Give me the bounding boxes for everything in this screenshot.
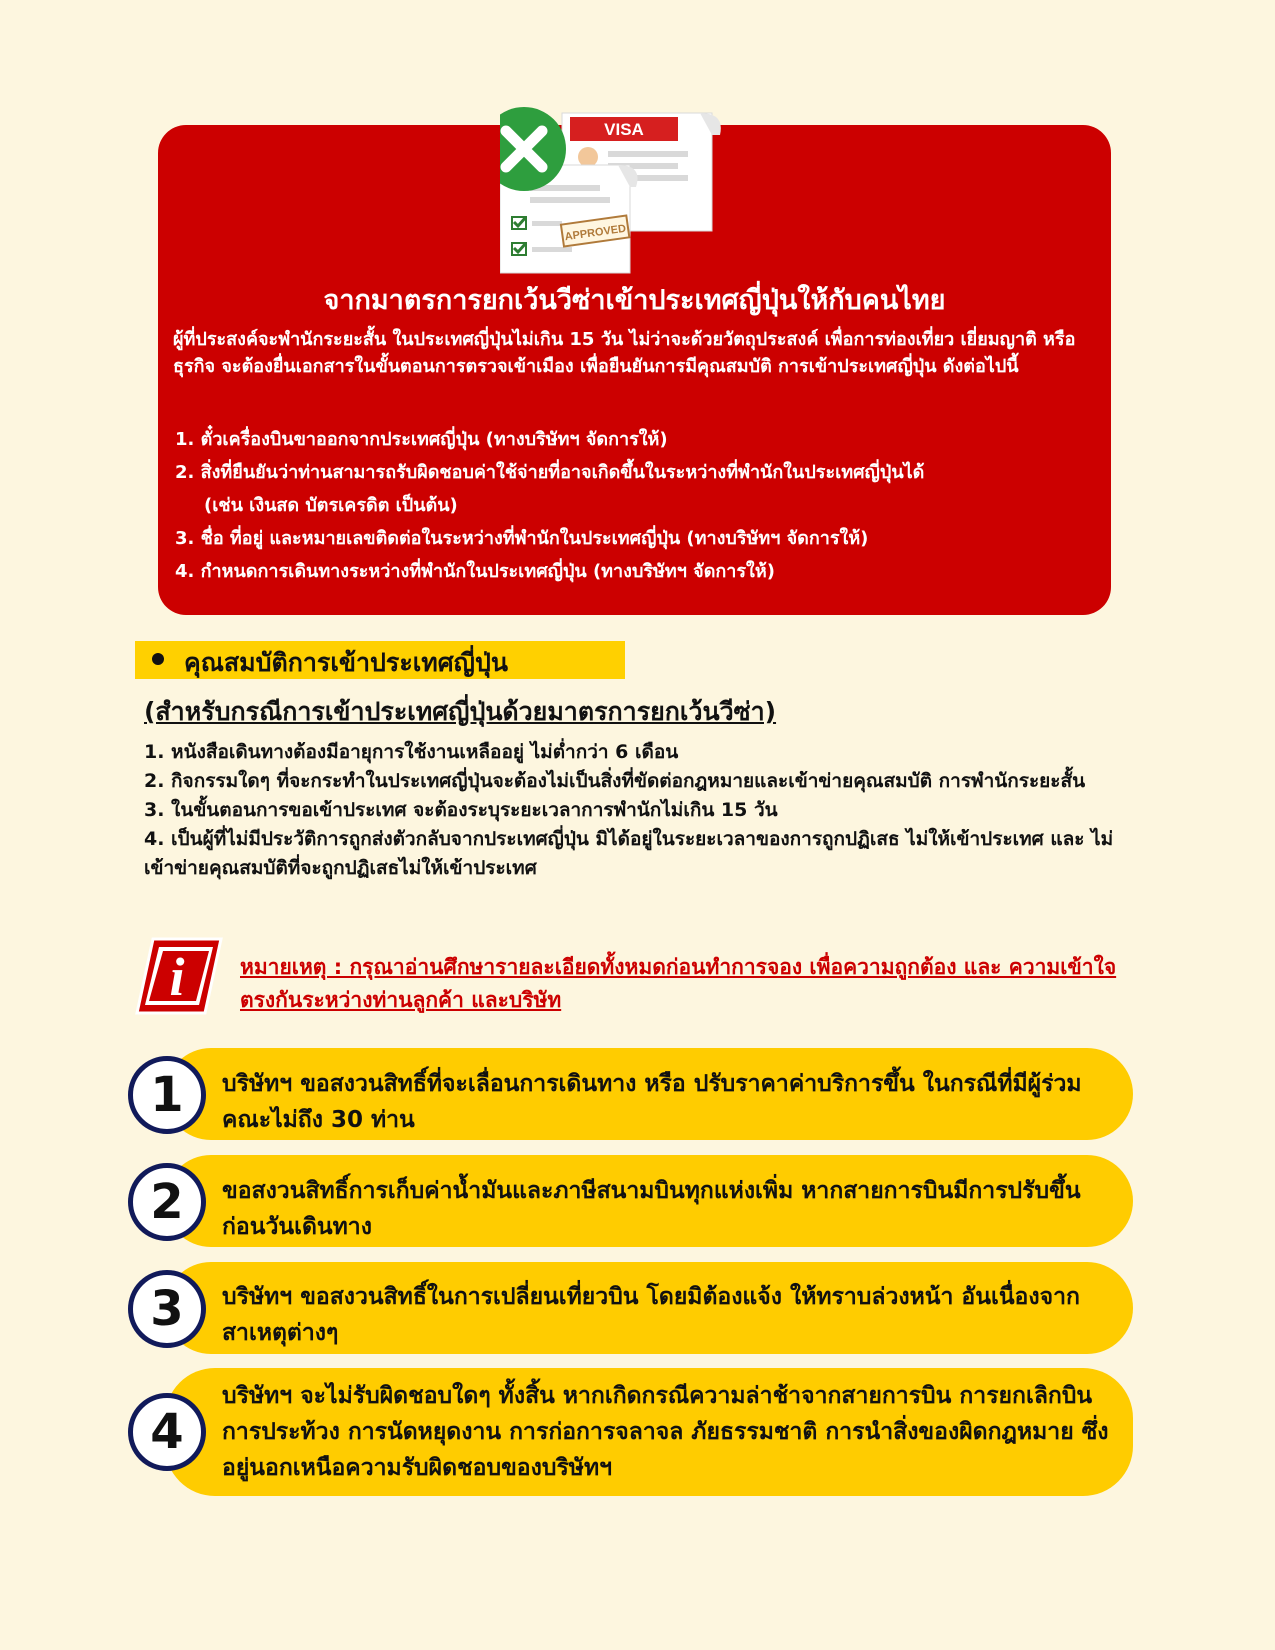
section-title: คุณสมบัติการเข้าประเทศญี่ปุ่น	[184, 648, 508, 677]
section-subtitle: (สำหรับกรณีการเข้าประเทศญี่ปุ่นด้วยมาตรการยกเว้นวีซ่า)	[144, 697, 777, 726]
info-icon	[133, 933, 225, 1019]
entry-documents-list	[175, 426, 1100, 591]
panel-title: จากมาตรการยกเว้นวีซ่าเข้าประเทศญี่ปุ่นให้กับคนไทย	[323, 285, 946, 316]
panel-intro: ผู้ที่ประสงค์จะพำนักระยะสั้น ในประเทศญี่ปุ่นไม่เกิน 15 วัน ไม่ว่าจะด้วยวัตถุประสงค์ เพื่อการท่องเที่ยว เยี่ยมญาติ หรือธุรกิจ จะต้องยื่นเอกสารในขั้นตอนการตรวจเข้าเมือง เพื่อยืนยันการมีคุณสมบัติ การเข้าประเทศญี่ปุ่น ดังต่อไปนี้	[173, 329, 1076, 377]
number-badge: 1	[128, 1056, 206, 1134]
number-badge: 4	[128, 1393, 206, 1471]
booking-note: หมายเหตุ : กรุณาอ่านศึกษารายละเอียดทั้งหมดก่อนทำการจอง เพื่อความถูกต้อง และ ความเข้าใจตรงกันระหว่างท่านลูกค้า และบริษัท	[240, 955, 1117, 1012]
condition-text: บริษัทฯ ขอสงวนสิทธิ์ในการเปลี่ยนเที่ยวบิน โดยมิต้องแจ้ง ให้ทราบล่วงหน้า อันเนื่องจากสาเหตุต่างๆ	[222, 1284, 1080, 1346]
condition-text: บริษัทฯ ขอสงวนสิทธิ์ที่จะเลื่อนการเดินทาง หรือ ปรับราคาค่าบริการขึ้น ในกรณีที่มีผู้ร่วมคณะไม่ถึง 30 ท่าน	[222, 1071, 1082, 1133]
list-item: 4. กำหนดการเดินทางระหว่างที่พำนักในประเทศญี่ปุ่น (ทางบริษัทฯ จัดการให้)	[175, 561, 775, 582]
list-item: 3. ชื่อ ที่อยู่ และหมายเลขติดต่อในระหว่างที่พำนักในประเทศญี่ปุ่น (ทางบริษัทฯ จัดการให้)	[175, 528, 869, 549]
visa-document-icon	[500, 105, 770, 275]
list-item-note: (เช่น เงินสด บัตรเครดิต เป็นต้น)	[204, 495, 458, 516]
visa-label: VISA	[604, 120, 644, 139]
list-item: 3. ในขั้นตอนการขอเข้าประเทศ จะต้องระบุระยะเวลาการพำนักไม่เกิน 15 วัน	[144, 799, 778, 821]
list-item: 2. สิ่งที่ยืนยันว่าท่านสามารถรับผิดชอบค่าใช้จ่ายที่อาจเกิดขึ้นในระหว่างที่พำนักในประเทศญี่ปุ่นได้ (เช่น เงินสด บัตรเครดิต เป็นต้น)	[175, 459, 1100, 520]
svg-text:i: i	[169, 947, 185, 1007]
list-item: 4. เป็นผู้ที่ไม่มีประวัติการถูกส่งตัวกลับจากประเทศญี่ปุ่น มิได้อยู่ในระยะเวลาของการถูกปฏิเสธ ไม่ให้เข้าประเทศ และ ไม่เข้าข่ายคุณสมบัติที่จะถูกปฏิเสธไม่ให้เข้าประเทศ	[144, 828, 1114, 879]
approved-stamp: APPROVED	[564, 222, 627, 244]
list-item: 1. หนังสือเดินทางต้องมีอายุการใช้งานเหลืออยู่ ไม่ต่ำกว่า 6 เดือน	[144, 741, 679, 763]
bullet-icon	[152, 653, 164, 665]
condition-text: บริษัทฯ จะไม่รับผิดชอบใดๆ ทั้งสิ้น หากเกิดกรณีความล่าช้าจากสายการบิน การยกเลิกบิน การประท้วง การนัดหยุดงาน การก่อการจลาจล ภัยธรรมชาติ การนำสิ่งของผิดกฎหมาย ซึ่งอยู่นอกเหนือความรับผิดชอบของบริษัทฯ	[222, 1383, 1109, 1481]
number-badge: 2	[128, 1163, 206, 1241]
list-item: 2. กิจกรรมใดๆ ที่จะกระทำในประเทศญี่ปุ่นจะต้องไม่เป็นสิ่งที่ขัดต่อกฎหมายและเข้าข่ายคุณสมบัติ การพำนักระยะสั้น	[144, 770, 1086, 792]
qualification-list	[144, 738, 1124, 883]
list-item: 1. ตั๋วเครื่องบินขาออกจากประเทศญี่ปุ่น (ทางบริษัทฯ จัดการให้)	[175, 429, 668, 450]
number-badge: 3	[128, 1270, 206, 1348]
condition-text: ขอสงวนสิทธิ์การเก็บค่าน้ำมันและภาษีสนามบินทุกแห่งเพิ่ม หากสายการบินมีการปรับขึ้นก่อนวันเดินทาง	[222, 1178, 1081, 1240]
